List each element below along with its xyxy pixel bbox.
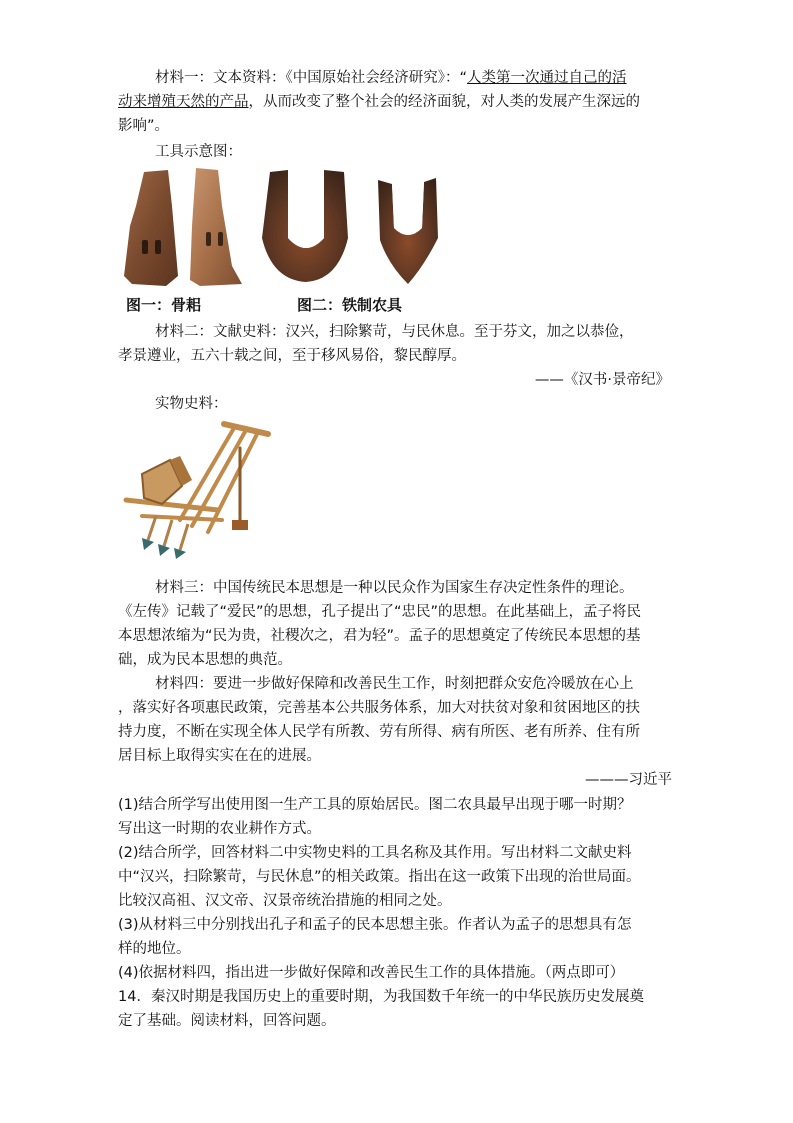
question-4: (4)依据材料四，指出进一步做好保障和改善民生工作的具体措施。（两点即可） xyxy=(118,965,625,981)
iron-tools-image xyxy=(258,168,448,288)
material-4-source: ———习近平 xyxy=(585,772,672,788)
question-14-line-2: 定了基础。阅读材料，回答问题。 xyxy=(118,1013,336,1029)
question-2-line-2: 中“汉兴，扫除繁苛，与民休息”的相关政策。指出在这一政策下出现的治世局面。 xyxy=(118,869,641,885)
material-4-line-1: 材料四：要进一步做好保障和改善民生工作，时刻把群众安危冷暖放在心上 xyxy=(155,676,634,692)
question-2-line-1: (2)结合所学，回答材料二中实物史料的工具名称及其作用。写出材料二文献史料 xyxy=(118,845,632,861)
question-1-line-1: (1)结合所学写出使用图一生产工具的原始居民。图二农具最早出现于哪一时期？ xyxy=(118,797,632,813)
bone-spade-image xyxy=(122,166,250,290)
material-2-line-2: 孝景遵业，五六十载之间，至于移风易俗，黎民醇厚。 xyxy=(118,348,466,364)
material-4-line-3: 持力度，不断在实现全体人民学有所教、劳有所得、病有所医、老有所养、住有所 xyxy=(118,724,640,740)
tools-label: 工具示意图： xyxy=(155,144,242,160)
figure-1-caption: 图一：骨耜 xyxy=(126,296,202,314)
question-2-line-3: 比较汉高祖、汉文帝、汉景帝统治措施的相同之处。 xyxy=(118,893,452,909)
physical-source-label: 实物史料： xyxy=(155,396,228,412)
material-1-line-2: 动来增殖天然的产品，从而改变了整个社会的经济面貌，对人类的发展产生深远的 xyxy=(118,94,640,110)
quote-underlined: 人类第一次通过自己的活 xyxy=(467,70,627,86)
material-3-line-2: 《左传》记载了“爱民”的思想，孔子提出了“忠民”的思想。在此基础上，孟子将民 xyxy=(118,604,642,620)
material-3-line-4: 础，成为民本思想的典范。 xyxy=(118,652,292,668)
question-1-line-2: 写出这一时期的农业耕作方式。 xyxy=(118,821,321,837)
question-3-line-2: 样的地位。 xyxy=(118,941,191,957)
material-3-line-3: 本思想浓缩为“民为贵，社稷次之，君为轻”。孟子的思想奠定了传统民本思想的基 xyxy=(118,628,641,644)
material-1-line-3: 影响”。 xyxy=(118,118,170,134)
question-14-line-1: 14．秦汉时期是我国历史上的重要时期，为我国数千年统一的中华民族历史发展奠 xyxy=(118,989,644,1005)
seed-drill-image xyxy=(122,416,274,560)
material-2-source: ——《汉书·景帝纪》 xyxy=(534,372,670,388)
material-1-line-1: 材料一：文本资料：《中国原始社会经济研究》：“人类第一次通过自己的活 xyxy=(155,70,627,86)
material-3-line-1: 材料三：中国传统民本思想是一种以民众作为国家生存决定性条件的理论。 xyxy=(155,580,634,596)
material-4-line-2: ，落实好各项惠民政策，完善基本公共服务体系，加大对扶贫对象和贫困地区的扶 xyxy=(118,700,640,716)
material-2-line-1: 材料二：文献史料：汉兴，扫除繁苛，与民休息。至于芬文，加之以恭俭， xyxy=(155,324,634,340)
material-4-line-4: 居目标上取得实实在在的进展。 xyxy=(118,748,321,764)
figure-2-caption: 图二：铁制农具 xyxy=(297,296,403,314)
quote-underlined-cont: 动来增殖天然的产品 xyxy=(118,94,249,110)
question-3-line-1: (3)从材料三中分别找出孔子和孟子的民本思想主张。作者认为孟子的思想具有怎 xyxy=(118,917,632,933)
